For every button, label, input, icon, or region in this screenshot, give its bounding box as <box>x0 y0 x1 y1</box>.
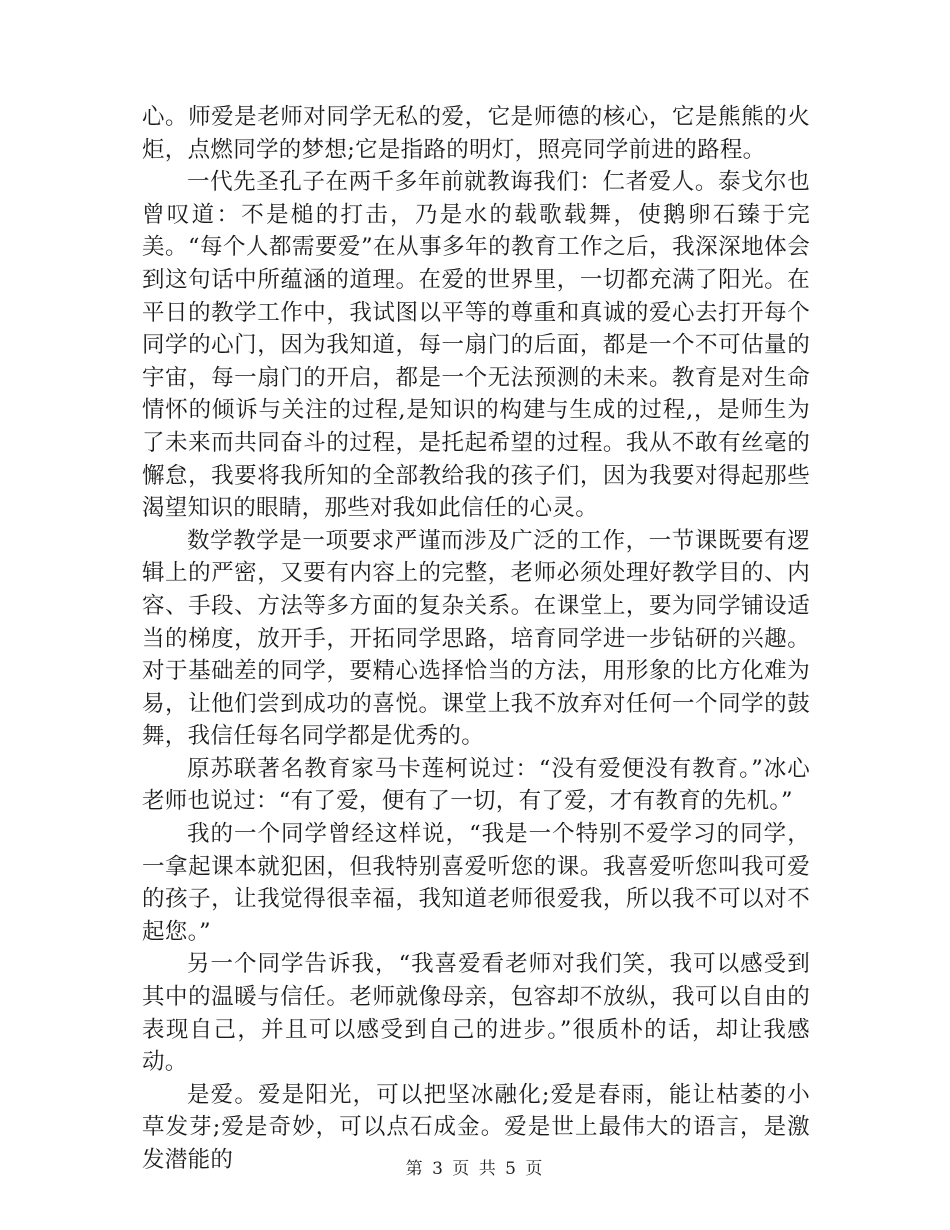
paragraph-makarenko-quote: 原苏联著名教育家马卡莲柯说过：“没有爱便没有教育。”冰心老师也说过：“有了爱，便有了一切，有了爱，才有教育的先机。” <box>142 755 810 815</box>
paragraph-math-teaching: 数学教学是一项要求严谨而涉及广泛的工作，一节课既要有逻辑上的严密，又要有内容上的完整，老师必须处理好教学目的、内容、手段、方法等多方面的复杂关系。在课堂上，要为同学铺设适当的梯度，放开手，开拓同学思路，培育同学进一步钻研的兴趣。对于基础差的同学，要精心选择恰当的方法，用形象的比方化难为易，让他们尝到成功的喜悦。课堂上我不放弃对任何一个同学的鼓舞，我信任每名同学都是优秀的。 <box>142 527 810 750</box>
paragraph-student-quote-1: 我的一个同学曾经这样说，“我是一个特别不爱学习的同学，一拿起课本就犯困，但我特别喜爱听您的课。我喜爱听您叫我可爱的孩子，让我觉得很幸福，我知道老师很爱我，所以我不可以对不起您。” <box>142 821 810 945</box>
paragraph-confucius-love: 一代先圣孔子在两千多年前就教诲我们：仁者爱人。泰戈尔也曾叹道：不是槌的打击，乃是水的载歌载舞，使鹅卵石臻于完美。“每个人都需要爱”在从事多年的教育工作之后，我深深地体会到这句话中所蕴涵的道理。在爱的世界里，一切都充满了阳光。在平日的教学工作中，我试图以平等的尊重和真诚的爱心去打开每个同学的心门，因为我知道，每一扇门的后面，都是一个不可估量的宇宙，每一扇门的开启，都是一个无法预测的未来。教育是对生命情怀的倾诉与关注的过程,是知识的构建与生成的过程,，是师生为了未来而共同奋斗的过程，是托起希望的过程。我从不敢有丝毫的懈怠，我要将我所知的全部教给我的孩子们，因为我要对得起那些渴望知识的眼睛，那些对我如此信任的心灵。 <box>142 169 810 522</box>
paragraph-student-quote-2: 另一个同学告诉我，“我喜爱看老师对我们笑，我可以感受到其中的温暖与信任。老师就像母亲，包容却不放纵，我可以自由的表现自己，并且可以感受到自己的进步。”很质朴的话，却让我感动。 <box>142 951 810 1076</box>
paragraph-love-is: 是爱。爱是阳光，可以把坚冰融化;爱是春雨，能让枯萎的小草发芽;爱是奇妙，可以点石成金。爱是世上最伟大的语言，是激发潜能的 <box>142 1081 810 1173</box>
body-text <box>142 101 810 1177</box>
paragraph-continuation: 心。师爱是老师对同学无私的爱，它是师德的核心，它是熊熊的火炬，点燃同学的梦想;它是指路的明灯，照亮同学前进的路程。 <box>142 104 810 163</box>
page-number-footer: 第 3 页 共 5 页 <box>405 1159 545 1179</box>
